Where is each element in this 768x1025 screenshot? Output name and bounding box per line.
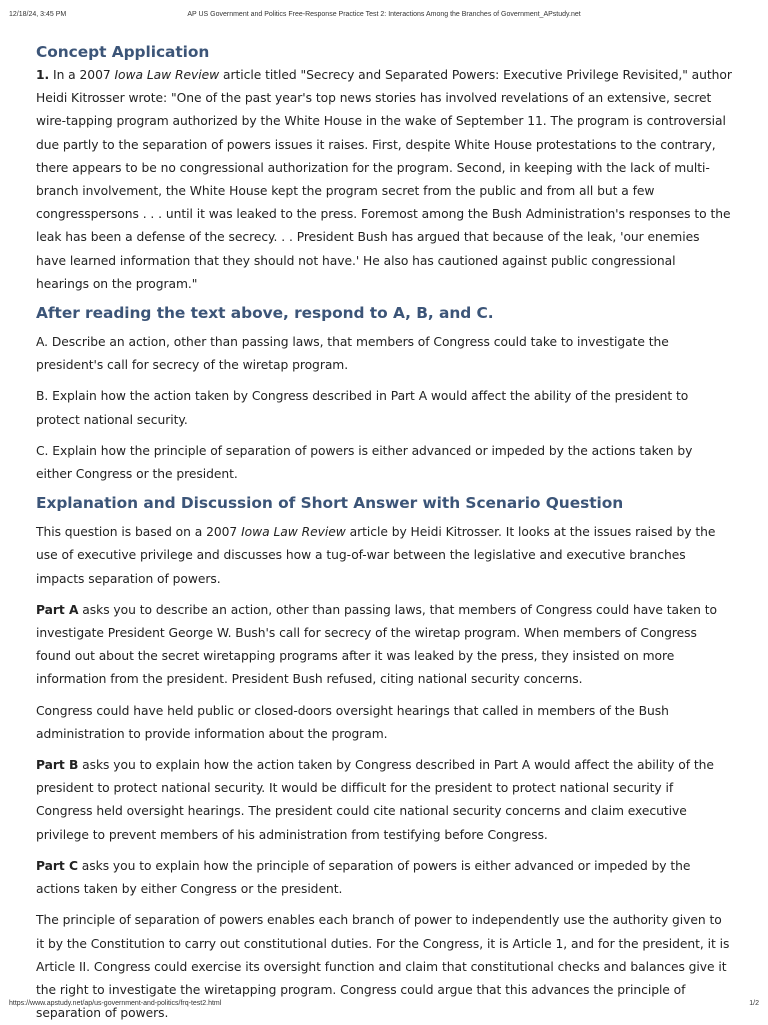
explanation-part-a-answer: Congress could have held public or closed-doors oversight hearings that called in members of the Bush administration to provide information about the program. — [36, 703, 669, 741]
part-b-text: asks you to explain how the action taken by Congress described in Part A would affect the ability of the president to protect national security. It would be difficult for the president to protect national security if Congress held oversight hearings. The president could cite national security concerns and claim executive privilege to prevent members of his administration from testifying before Congress. — [36, 758, 714, 842]
source-url-link[interactable]: https://www.apstudy.net/ap/us-government-and-politics/frq-test2.html — [9, 1000, 222, 1007]
explanation-part-c — [36, 855, 732, 901]
article-content — [36, 38, 732, 1025]
print-header — [9, 11, 759, 23]
explanation-part-b — [36, 754, 732, 847]
journal-title-2: Iowa Law Review — [241, 525, 346, 540]
explanation-closing: The principle of separation of powers enables each branch of power to independently use the authority given to it by the Constitution to carry out constitutional duties. For the Congress, it is Article 1, and for the president, it is Article II. Congress could exercise its oversight function and claim that constitutional checks and balances give it the right to investigate the wiretapping program. Congress could argue that this advances the principle of separation of powers. — [36, 913, 730, 1021]
part-a-label: Part A — [36, 602, 79, 617]
part-c-label: Part C — [36, 858, 78, 873]
journal-title: Iowa Law Review — [114, 68, 220, 82]
explanation-intro-b: article by Heidi Kitrosser. It looks at the issues raised by the use of executive privilege and discusses how a tug-of-war between the legislative and executive branches impacts separation of powers. — [36, 525, 716, 586]
print-page-title: AP US Government and Politics Free-Response Practice Test 2: Interactions Among the Branches of Government_APstudy.net — [187, 11, 581, 18]
question-number: 1. — [36, 68, 50, 82]
prompt-part-a: A. Describe an action, other than passing laws, that members of Congress could take to investigate the president's call for secrecy of the wiretap program. — [36, 335, 669, 373]
explanation-intro — [36, 521, 732, 591]
heading-explanation: Explanation and Discussion of Short Answer with Scenario Question — [36, 494, 624, 513]
prompt-part-b: B. Explain how the action taken by Congress described in Part A would affect the ability of the president to protect national security. — [36, 389, 689, 427]
question-intro-text: In a 2007 — [49, 68, 115, 82]
print-date: 12/18/24, 3:45 PM — [9, 11, 67, 18]
part-c-text: asks you to explain how the principle of separation of powers is either advanced or impeded by the actions taken by either Congress or the president. — [36, 858, 691, 897]
question-1-prompt — [36, 64, 732, 296]
explanation-part-a — [36, 599, 732, 692]
prompt-part-c: C. Explain how the principle of separation of powers is either advanced or impeded by the actions taken by either Congress or the president. — [36, 443, 693, 482]
part-b-label: Part B — [36, 758, 79, 773]
page-number: 1/2 — [749, 1000, 759, 1007]
heading-respond: After reading the text above, respond to A, B, and C. — [36, 304, 494, 323]
part-a-text: asks you to describe an action, other than passing laws, that members of Congress could have taken to investigate President George W. Bush's call for secrecy of the wiretap program. When members of Congress found out about the secret wiretapping programs after it was leaked by the press, they insisted on more information from the president. President Bush refused, citing national security concerns. — [36, 602, 718, 687]
question-quote-text: article titled "Secrecy and Separated Powers: Executive Privilege Revisited," author Heidi Kitrosser wrote: "One of the past year's top news stories has involved revelations of an extensive, secret wire-tapping program authorized by the White House in the wake of September 11. The program is controversial due partly to the separation of powers issues it raises. First, despite White House protestations to the contrary, there appears to be no congressional authorization for the program. Second, in keeping with the lack of multi-branch involvement, the White House kept the program secret from the public and from all but a few congresspersons . . . until it was leaked to the press. Foremost among the Bush Administration's responses to the leak has been a defense of the secrecy. . . President Bush has argued that because of the leak, 'our enemies have learned information that they should not have.' He also has cautioned against public congressional hearings on the program." — [36, 68, 732, 291]
heading-concept-application: Concept Application — [36, 43, 210, 61]
print-footer — [9, 1000, 759, 1012]
explanation-intro-a: This question is based on a 2007 — [36, 525, 242, 540]
